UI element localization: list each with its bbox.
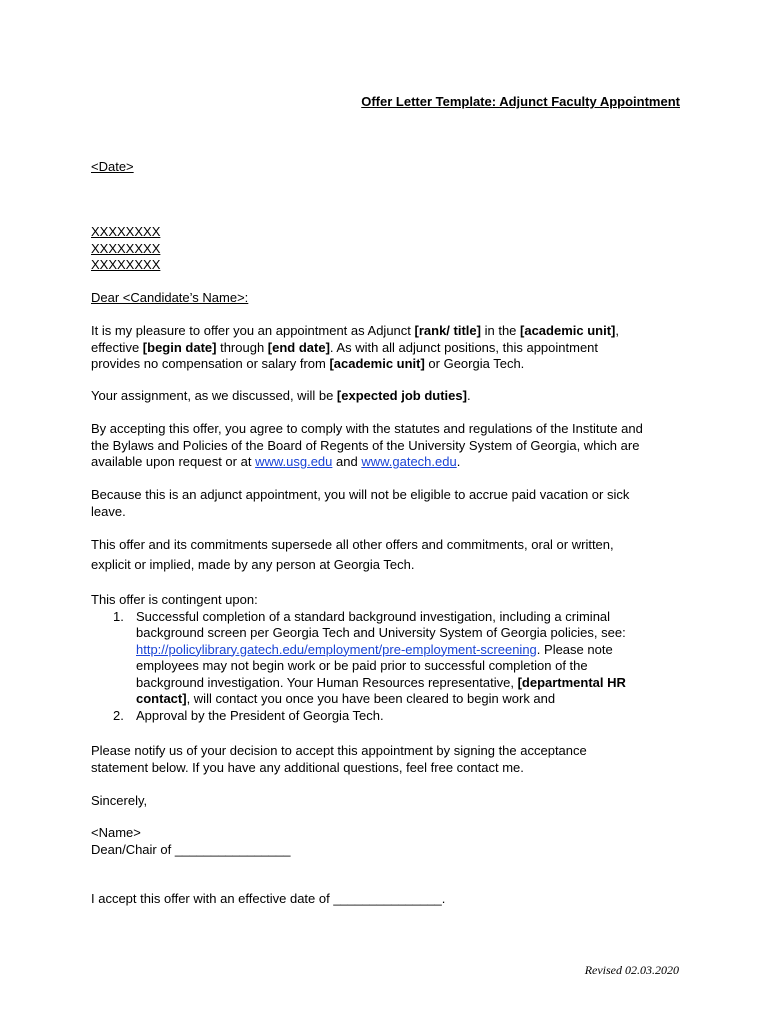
begin-date-field: [begin date] — [142, 339, 217, 355]
list-number: 2. — [113, 707, 124, 723]
text: . — [466, 388, 471, 403]
contingency-list — [91, 609, 691, 725]
policy-library-link[interactable]: http://policylibrary.gatech.edu/employment/pre-employment-screening — [136, 641, 537, 657]
text-line: By accepting this offer, you agree to comply with the statutes and regulations of the Institute and — [91, 421, 643, 436]
paragraph-notify — [91, 743, 691, 776]
page-title: Offer Letter Template: Adjunct Faculty Appointment — [361, 94, 680, 109]
text: Your assignment, as we discussed, will be — [91, 388, 337, 403]
paragraph-supersede — [91, 535, 691, 575]
text-line: the Bylaws and Policies of the Board of Regents of the University System of Georgia, which are — [91, 437, 640, 453]
text: through — [216, 339, 268, 355]
end-date-field: [end date] — [267, 339, 330, 355]
text: effective — [91, 339, 143, 355]
contingency-section — [91, 592, 691, 724]
signer-title: Dean/Chair of ________________ — [91, 841, 291, 857]
paragraph-appointment — [91, 323, 691, 373]
usg-link[interactable]: www.usg.edu — [255, 454, 333, 469]
academic-unit-field: [academic unit] — [520, 323, 616, 338]
list-item — [91, 708, 691, 725]
text-line: statement below. If you have any additional questions, feel free contact me. — [91, 759, 524, 775]
text-line: background screen per Georgia Tech and University System of Georgia policies, see: — [136, 625, 626, 640]
contingency-intro: This offer is contingent upon: — [91, 592, 258, 607]
text: or Georgia Tech. — [424, 356, 525, 371]
text: available upon request or at — [91, 454, 256, 469]
text: in the — [480, 323, 521, 338]
paragraph-compliance — [91, 421, 691, 471]
address-block — [91, 224, 691, 274]
text: and — [332, 454, 362, 469]
signature-block — [91, 825, 691, 858]
list-item — [91, 609, 691, 708]
text: . As with all adjunct positions, this appointment — [329, 339, 599, 355]
salutation: Dear <Candidate’s Name>: — [91, 290, 249, 305]
text: provides no compensation or salary from — [91, 356, 330, 371]
date-placeholder: <Date> — [91, 159, 134, 174]
hr-contact-field: [departmental HR — [517, 674, 626, 690]
paragraph-assignment — [91, 388, 691, 405]
text: . Please note — [536, 641, 613, 657]
gatech-link[interactable]: www.gatech.edu — [361, 454, 457, 469]
text-line: Please notify us of your decision to accept this appointment by signing the acceptance — [91, 743, 587, 758]
text: , — [615, 323, 619, 338]
address-line: XXXXXXXX — [91, 224, 161, 239]
text-line: Approval by the President of Georgia Tech. — [136, 707, 384, 723]
paragraph-leave — [91, 487, 691, 520]
job-duties-field: [expected job duties] — [336, 388, 467, 403]
address-line: XXXXXXXX — [91, 257, 161, 272]
text: background investigation. Your Human Resources representative, — [136, 674, 518, 690]
academic-unit-field: [academic unit] — [329, 356, 425, 371]
text-line: employees may not begin work or be paid prior to successful completion of the — [136, 658, 588, 673]
text: It is my pleasure to offer you an appointment as Adjunct — [91, 323, 415, 338]
text: . — [456, 454, 461, 469]
text-line: Successful completion of a standard background investigation, including a criminal — [136, 608, 611, 624]
list-number: 1. — [113, 608, 124, 624]
hr-contact-field: contact] — [136, 691, 187, 706]
text-line: Because this is an adjunct appointment, you will not be eligible to accrue paid vacation or sick — [91, 487, 630, 502]
text-line: leave. — [91, 503, 126, 519]
text-line: explicit or implied, made by any person at Georgia Tech. — [91, 557, 415, 572]
text: , will contact you once you have been cleared to begin work and — [186, 691, 556, 706]
revision-date: Revised 02.03.2020 — [584, 963, 679, 977]
signer-name: <Name> — [91, 825, 141, 840]
rank-title-field: [rank/ title] — [414, 323, 481, 338]
closing: Sincerely, — [91, 793, 148, 808]
address-line: XXXXXXXX — [91, 240, 161, 256]
text-line: This offer and its commitments supersede all other offers and commitments, oral or written, — [91, 537, 614, 552]
acceptance-statement: I accept this offer with an effective date of _______________. — [91, 891, 446, 906]
